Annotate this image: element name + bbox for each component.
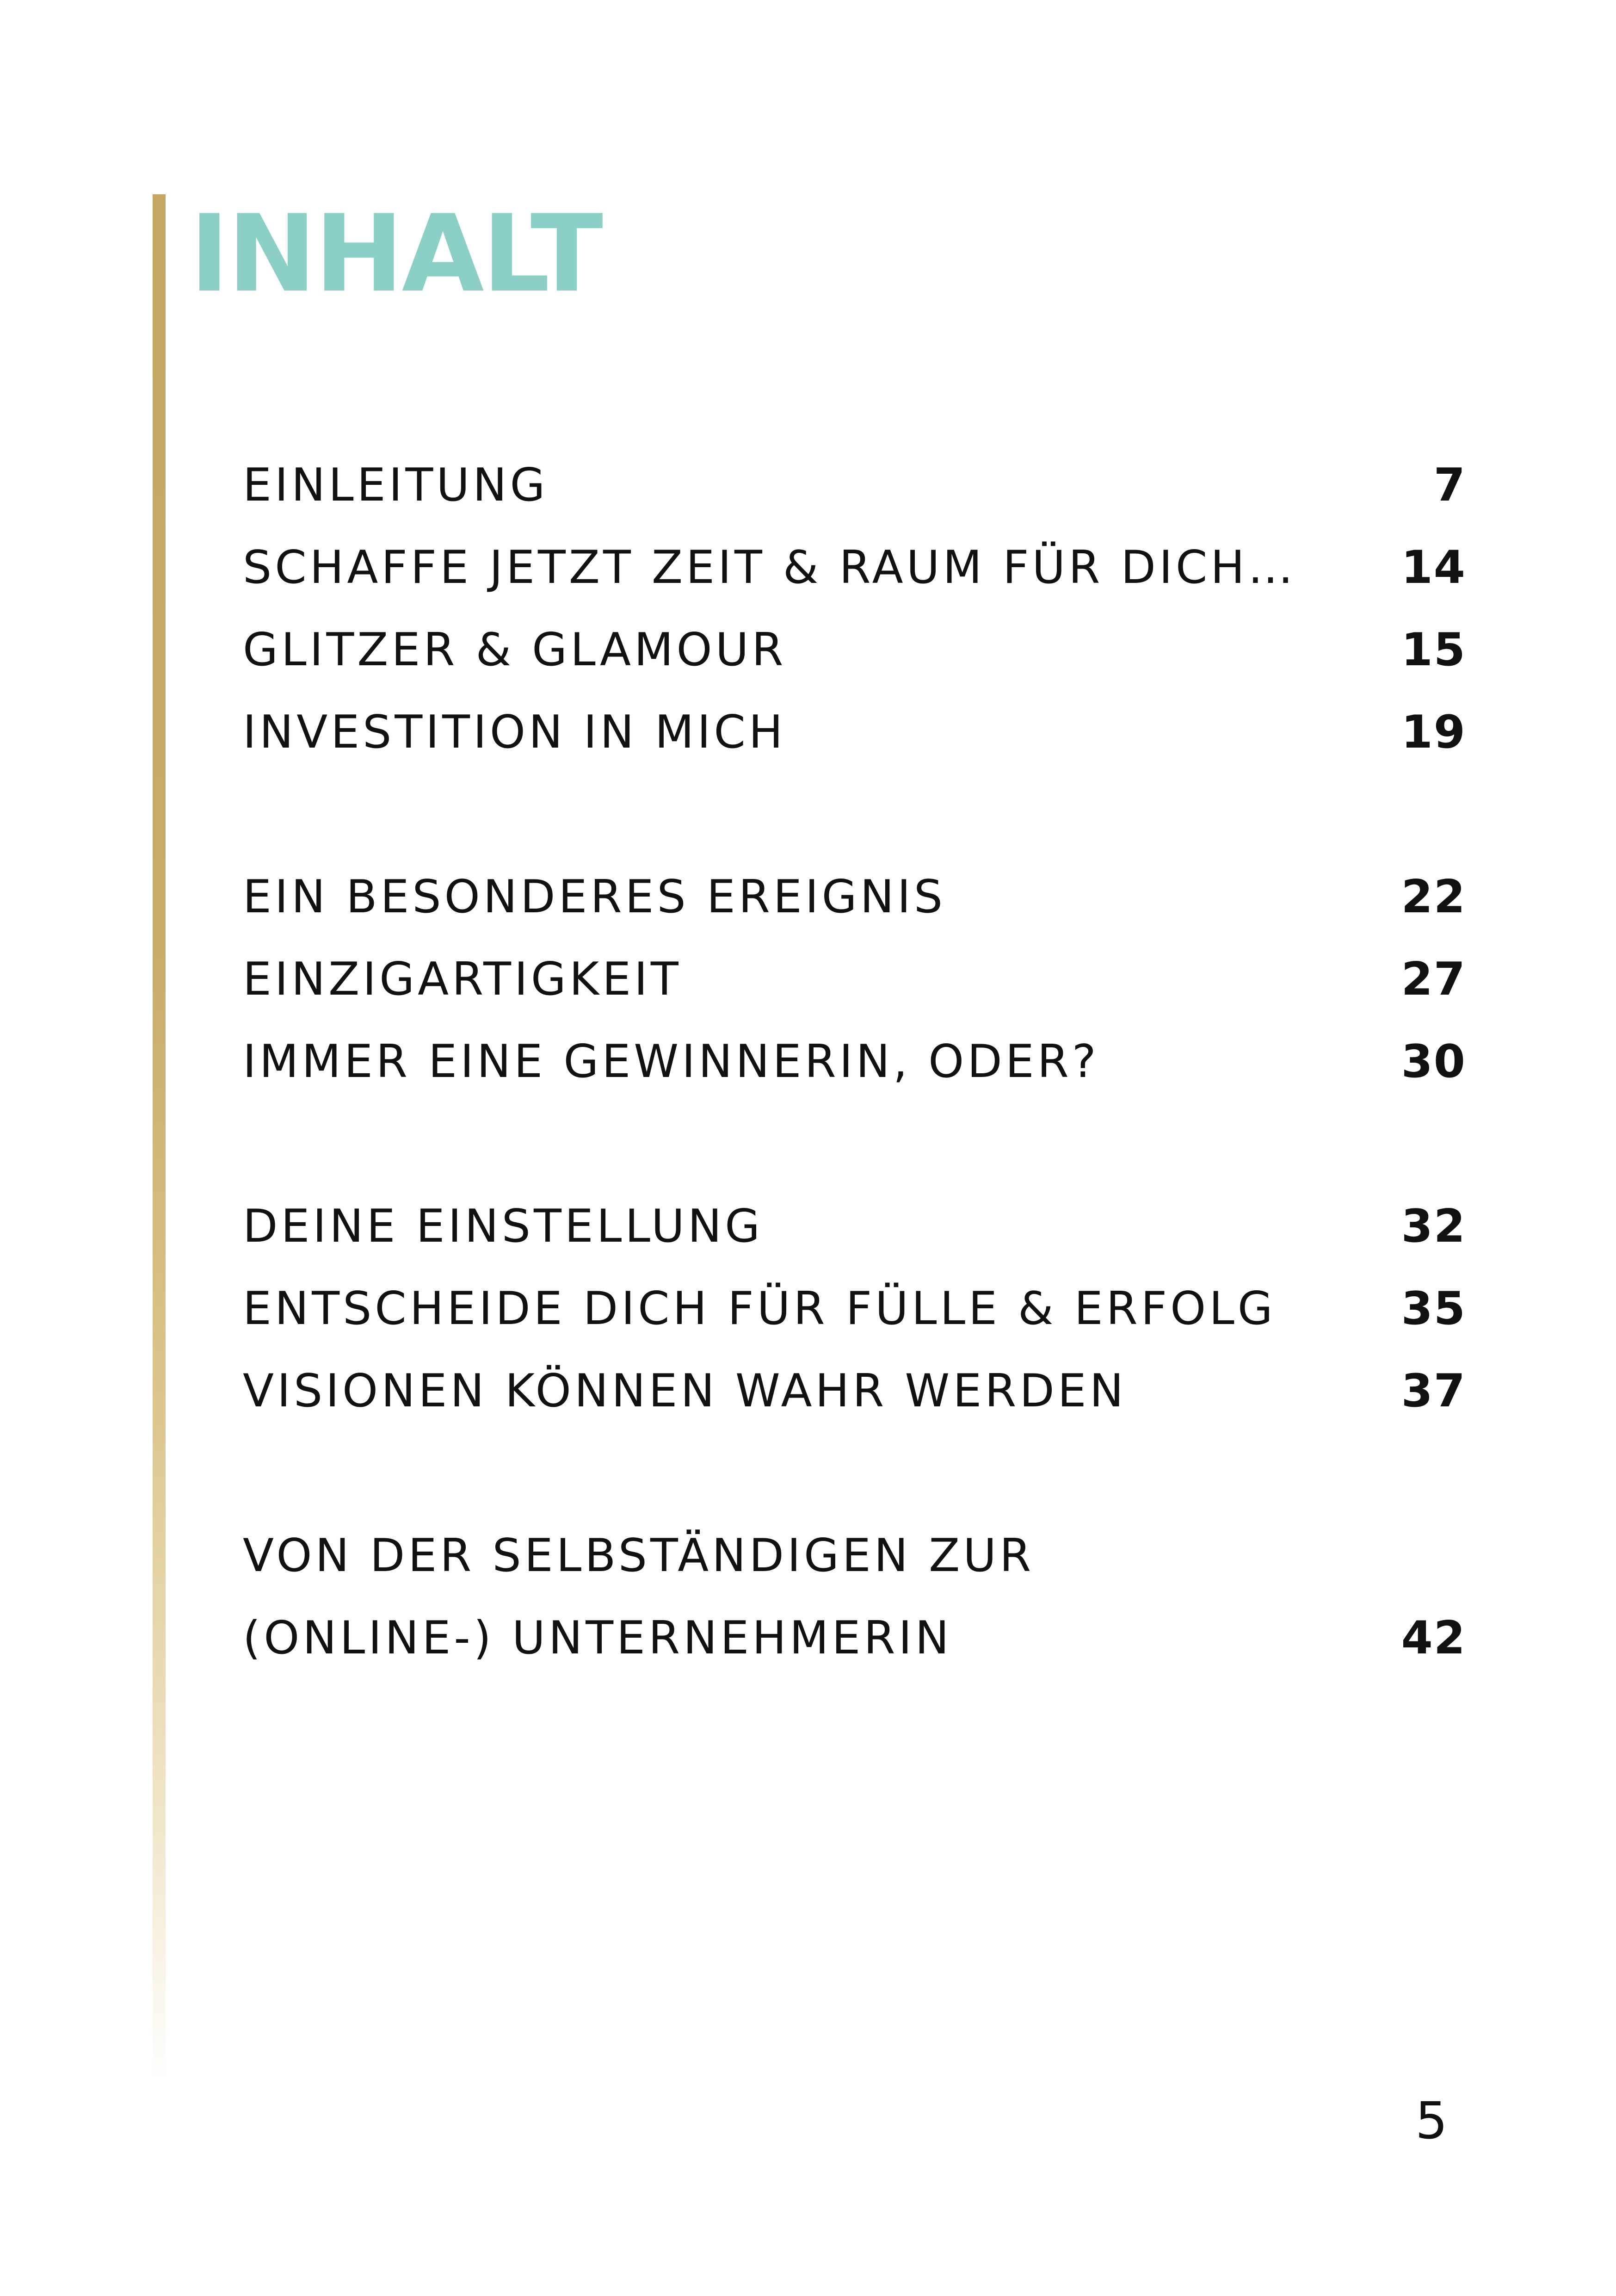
toc-entry-label: EINLEITUNG [243, 459, 549, 512]
toc-entry[interactable] [243, 938, 1466, 1021]
page-number: 5 [1415, 2091, 1448, 2150]
toc-entry[interactable] [243, 1021, 1466, 1103]
toc-entry-label: DEINE EINSTELLUNG [243, 1200, 764, 1253]
toc-entry[interactable] [243, 609, 1466, 691]
toc-entry-page: 30 [1401, 1035, 1466, 1088]
gold-accent-bar [153, 194, 166, 2082]
toc-entry-label: EIN BESONDERES EREIGNIS [243, 871, 946, 923]
toc-entry-page: 27 [1401, 953, 1466, 1006]
toc-entry[interactable] [243, 444, 1466, 526]
toc-entry-label: VISIONEN KÖNNEN WAHR WERDEN [243, 1365, 1127, 1417]
toc-entry-page: 22 [1401, 871, 1466, 923]
toc-entry-page: 35 [1401, 1282, 1466, 1335]
page-title: INHALT [190, 192, 601, 316]
toc-entry-label: EINZIGARTIGKEIT [243, 953, 682, 1006]
toc-group-1 [243, 444, 1466, 774]
toc-entry-label: IMMER EINE GEWINNERIN, ODER? [243, 1035, 1099, 1088]
toc-entry-label: VON DER SELBSTÄNDIGEN ZUR [243, 1529, 1035, 1582]
toc-group-4 [243, 1515, 1466, 1679]
toc-entry[interactable] [243, 691, 1466, 774]
toc-group-3 [243, 1185, 1466, 1432]
toc-entry-label: GLITZER & GLAMOUR [243, 624, 787, 676]
toc-group-2 [243, 856, 1466, 1103]
toc-entry-label: ENTSCHEIDE DICH FÜR FÜLLE & ERFOLG [243, 1282, 1276, 1335]
toc-entry-page: 15 [1401, 624, 1466, 676]
toc-entry-page: 42 [1401, 1612, 1466, 1665]
toc-entry-line-2[interactable] [243, 1597, 1466, 1679]
table-of-contents [243, 444, 1466, 1762]
toc-entry[interactable] [243, 1185, 1466, 1268]
toc-entry-label: SCHAFFE JETZT ZEIT & RAUM FÜR DICH… [243, 541, 1296, 594]
toc-entry[interactable] [243, 856, 1466, 938]
toc-entry-line-1[interactable] [243, 1515, 1466, 1597]
toc-entry[interactable] [243, 526, 1466, 609]
toc-entry-label: INVESTITION IN MICH [243, 706, 786, 759]
toc-entry-page: 19 [1401, 706, 1466, 759]
toc-entry-page: 7 [1433, 459, 1466, 512]
toc-entry-label: (ONLINE-) UNTERNEHMERIN [243, 1612, 952, 1665]
toc-entry-page: 37 [1401, 1365, 1466, 1417]
toc-entry-page: 14 [1401, 541, 1466, 594]
toc-entry[interactable] [243, 1350, 1466, 1432]
toc-entry[interactable] [243, 1268, 1466, 1350]
toc-entry-page: 32 [1401, 1200, 1466, 1253]
